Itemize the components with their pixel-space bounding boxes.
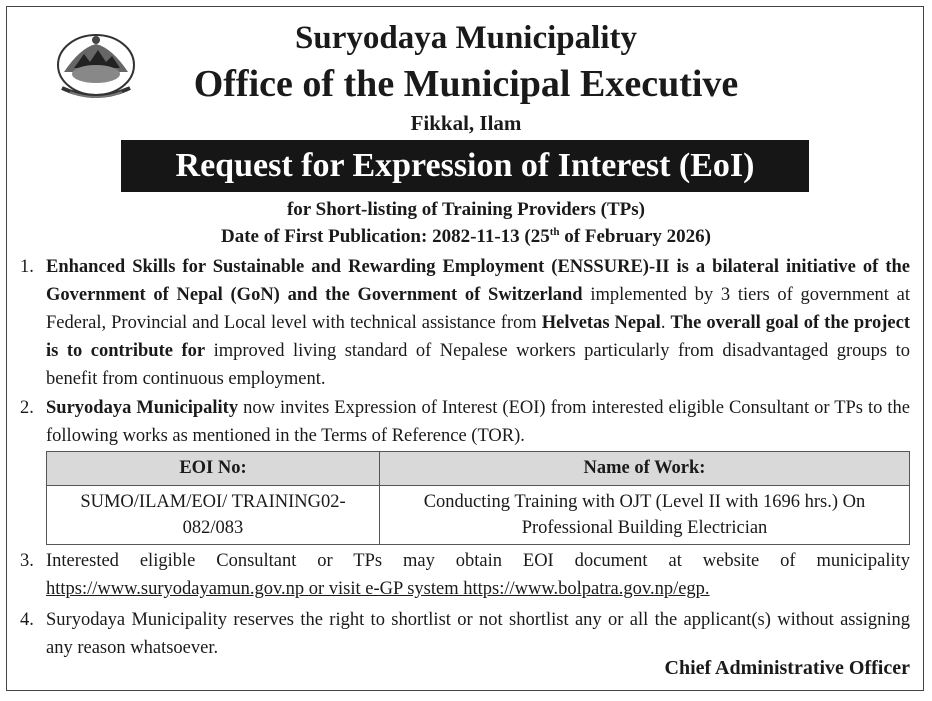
column-header-eoi-no: EOI No: xyxy=(47,452,380,486)
item-number: 1. xyxy=(20,257,34,277)
office-location: Fikkal, Ilam xyxy=(410,111,522,135)
table-row xyxy=(47,486,910,545)
eoi-document-link[interactable]: https://www.suryodayamun.gov.np or visit e-GP system https://www.bolpatra.gov.np/egp. xyxy=(46,579,710,599)
table-header-row xyxy=(47,452,910,486)
item-number: 3. xyxy=(20,551,34,571)
eoi-number-cell: SUMO/ILAM/EOI/ TRAINING02-082/083 xyxy=(47,486,380,545)
municipality-name: Suryodaya Municipality xyxy=(295,20,637,56)
list-item-2: 2. Suryodaya Municipality now invites Expression of Interest (EOI) from interested eligible Consultant or TPs to the following works as mentioned in the Terms of Reference (TOR). xyxy=(20,394,910,450)
list-item-3: 3. Interested eligible Consultant or TPs may obtain EOI document at website of municipality https://www.suryodayamun.gov.np or visit e-GP system https://www.bolpatra.gov.np/egp. xyxy=(20,547,910,603)
publication-date: Date of First Publication: 2082-11-13 (25th of February 2026) xyxy=(221,226,711,247)
column-header-name-of-work: Name of Work: xyxy=(380,452,910,486)
eoi-table xyxy=(46,451,910,545)
item-number: 2. xyxy=(20,398,34,418)
signatory-title: Chief Administrative Officer xyxy=(664,657,910,679)
office-name: Office of the Municipal Executive xyxy=(193,63,739,105)
work-name-cell: Conducting Training with OJT (Level II with 1696 hrs.) On Professional Building Electrician xyxy=(380,486,910,545)
notice-subtitle: for Short-listing of Training Providers (TPs) xyxy=(286,199,645,220)
list-item-4: 4. Suryodaya Municipality reserves the right to shortlist or not shortlist any or all the applicant(s) without assigning any reason whatsoever. xyxy=(20,606,910,662)
item-number: 4. xyxy=(20,610,34,630)
list-item-1: 1. Enhanced Skills for Sustainable and Rewarding Employment (ENSSURE)-II is a bilateral initiative of the Government of Nepal (GoN) and the Government of Switzerland implemented by 3 tiers of government at Federal, Provincial and Local level with technical assistance from Helvetas Nepal. The overall goal of the project is to contribute for improved living standard of Nepalese workers particularly from disadvantaged groups to benefit from continuous employment. xyxy=(20,253,910,393)
notice-title-banner: Request for Expression of Interest (EoI) xyxy=(121,140,809,192)
